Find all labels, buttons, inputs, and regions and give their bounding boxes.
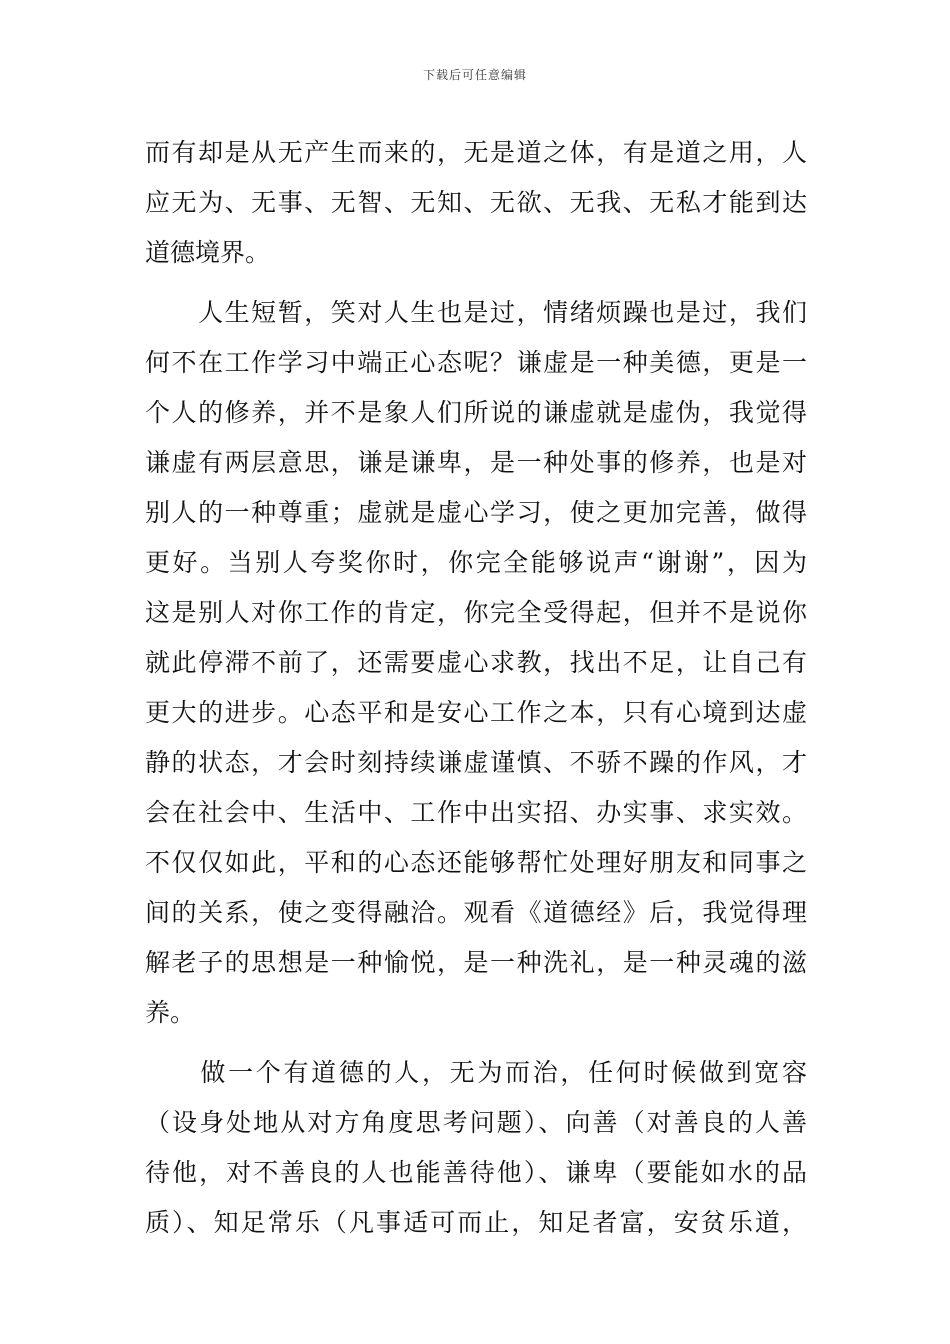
text-line: 更大的进步。心态平和是安心工作之本，只有心境到达虚 xyxy=(145,698,807,727)
text-line: 静的状态，才会时刻持续谦虚谨慎、不骄不躁的作风，才 xyxy=(145,748,807,777)
text-line: 间的关系，使之变得融洽。观看《道德经》后，我觉得理 xyxy=(145,898,807,927)
text-line: 谦虚有两层意思，谦是谦卑，是一种处事的修养，也是对 xyxy=(145,448,807,477)
text-line: 应无为、无事、无智、无知、无欲、无我、无私才能到达 xyxy=(145,188,807,217)
text-line: 解老子的思想是一种愉悦，是一种洗礼，是一种灵魂的滋 xyxy=(145,948,807,977)
text-line: 待他，对不善良的人也能善待他）、谦卑（要能如水的品 xyxy=(145,1158,807,1187)
text-line: 就此停滞不前了，还需要虚心求教，找出不足，让自己有 xyxy=(145,648,807,677)
paragraph-1 xyxy=(145,128,807,278)
text-line: 养。 xyxy=(145,998,196,1027)
text-line: 这是别人对你工作的肯定，你完全受得起，但并不是说你 xyxy=(145,598,807,627)
text-line: 何不在工作学习中端正心态呢？谦虚是一种美德，更是一 xyxy=(145,348,807,377)
text-line: （设身处地从对方角度思考问题）、向善（对善良的人善 xyxy=(145,1108,807,1137)
text-line: 而有却是从无产生而来的，无是道之体，有是道之用，人 xyxy=(145,138,807,167)
paragraph-3 xyxy=(145,1048,807,1248)
text-line: 会在社会中、生活中、工作中出实招、办实事、求实效。 xyxy=(145,798,807,827)
text-line: 做一个有道德的人，无为而治，任何时候做到宽容 xyxy=(145,1058,807,1087)
page-header: 下载后可任意编辑 xyxy=(422,68,527,82)
text-line: 别人的一种尊重；虚就是虚心学习，使之更加完善，做得 xyxy=(145,498,807,527)
text-line: 质）、知足常乐（凡事适可而止，知足者富，安贫乐道， xyxy=(145,1208,807,1237)
text-line: 道德境界。 xyxy=(145,238,271,267)
text-line: 个人的修养，并不是象人们所说的谦虚就是虚伪，我觉得 xyxy=(145,398,807,427)
body-text xyxy=(145,128,807,1248)
text-line: 更好。当别人夸奖你时，你完全能够说声“谢谢”，因为 xyxy=(145,548,807,577)
text-line: 不仅仅如此，平和的心态还能够帮忙处理好朋友和同事之 xyxy=(145,848,807,877)
paragraph-2 xyxy=(145,288,807,1038)
text-line: 人生短暂，笑对人生也是过，情绪烦躁也是过，我们 xyxy=(145,298,807,327)
